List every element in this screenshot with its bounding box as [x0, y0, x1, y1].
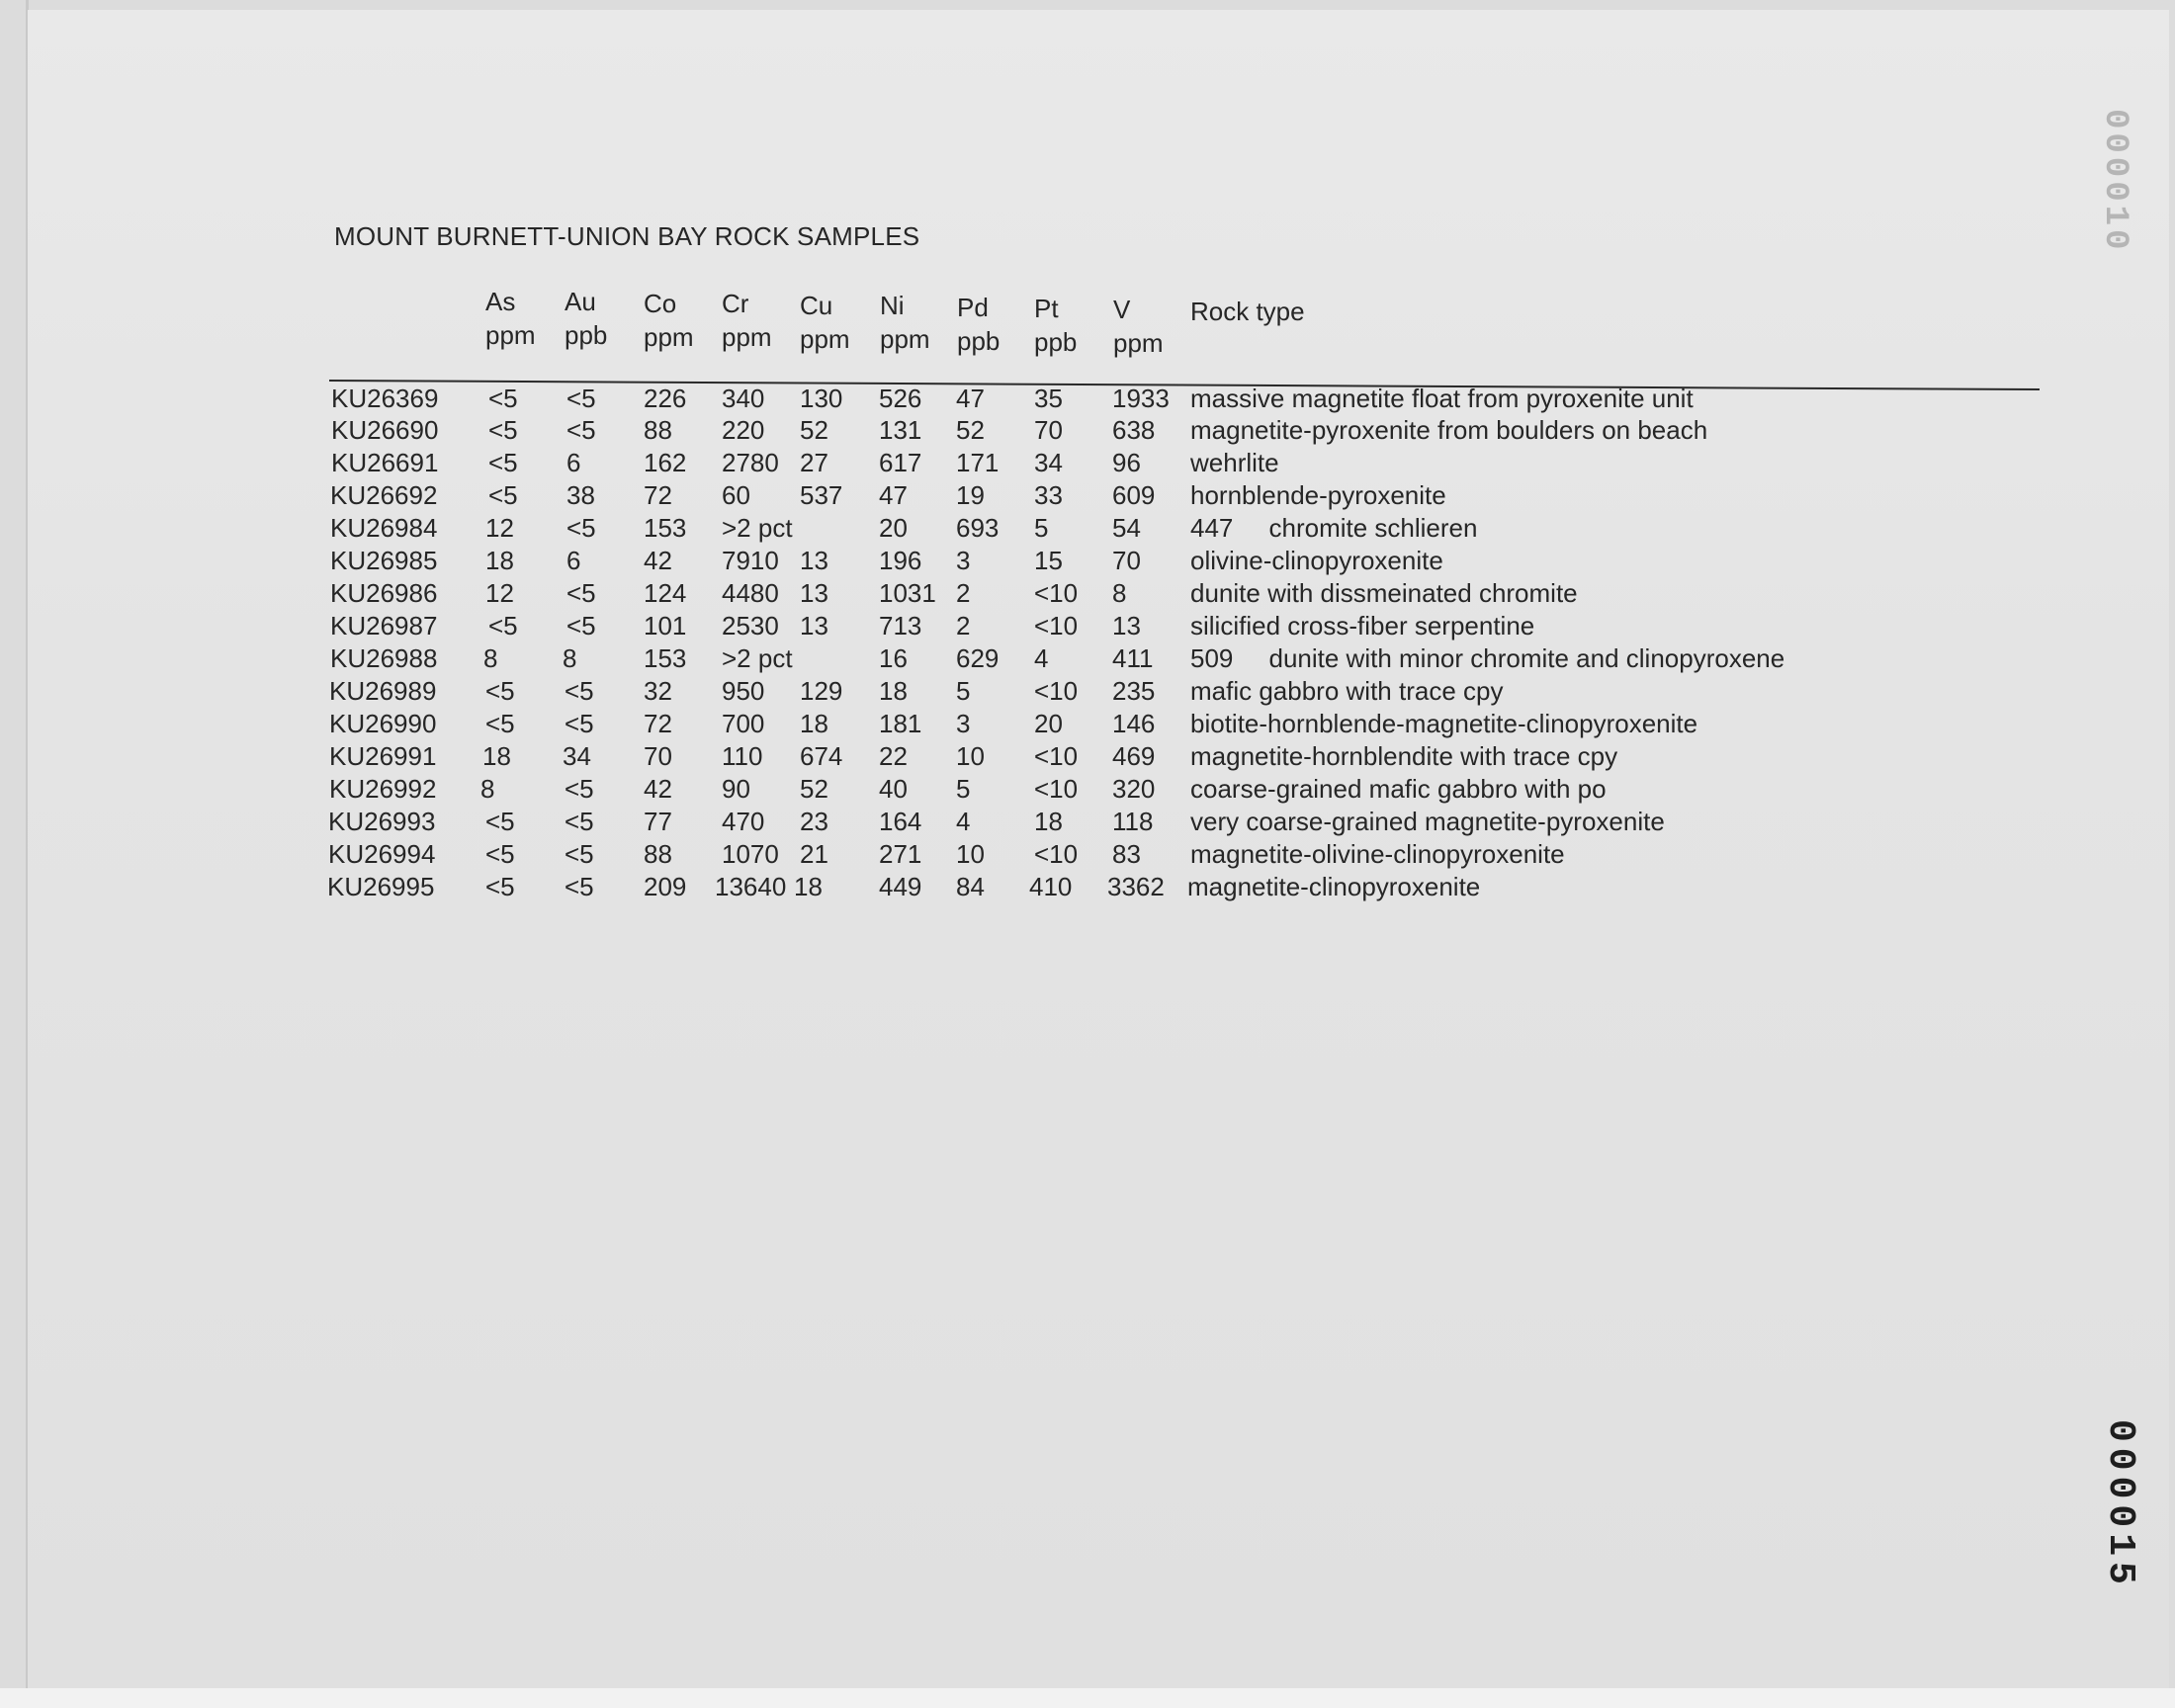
- v-value: 320: [1112, 774, 1156, 804]
- pt-value: 410: [1029, 872, 1073, 901]
- co-value: 32: [644, 676, 672, 706]
- co-value: 42: [644, 774, 672, 804]
- pt-value: <10: [1034, 774, 1079, 804]
- as-value: 8: [483, 643, 498, 673]
- cr-value: >2 pct: [722, 643, 793, 673]
- co-value: 72: [644, 480, 672, 510]
- sample-id: KU26691: [331, 448, 439, 477]
- column-header-unit: ppm: [880, 324, 930, 354]
- column-header-pt: [1034, 292, 1077, 359]
- cr-value: 340: [722, 384, 765, 413]
- rock-type: dunite with dissmeinated chromite: [1190, 578, 1578, 608]
- pt-value: 34: [1034, 448, 1063, 477]
- column-header-ni: [880, 289, 930, 356]
- scanned-page: [28, 10, 2169, 1690]
- table-row: [28, 480, 2169, 512]
- co-value: 124: [644, 578, 687, 608]
- table-row: [28, 513, 2169, 545]
- rock-type: massive magnetite float from pyroxenite unit: [1190, 384, 1694, 413]
- sample-id: KU26994: [328, 839, 436, 869]
- v-value: 13: [1112, 611, 1141, 640]
- v-value: 638: [1112, 415, 1156, 445]
- au-value: <5: [566, 384, 596, 413]
- as-value: <5: [485, 709, 515, 738]
- pd-value: 5: [956, 676, 971, 706]
- column-header-label: Cr: [722, 289, 749, 318]
- ni-value: 449: [879, 872, 922, 901]
- cr-value: 2780: [722, 448, 779, 477]
- as-value: 12: [485, 578, 514, 608]
- table-row: [28, 448, 2169, 479]
- sample-id: KU26692: [330, 480, 438, 510]
- cu-value: 674: [800, 741, 843, 771]
- pd-value: 2: [956, 578, 971, 608]
- column-header-unit: ppm: [722, 322, 772, 352]
- cu-value: 23: [800, 807, 828, 836]
- as-value: <5: [488, 384, 518, 413]
- rock-type: magnetite-olivine-clinopyroxenite: [1190, 839, 1565, 869]
- table-row: [28, 839, 2169, 871]
- sample-id: KU26991: [329, 741, 437, 771]
- ni-value: 18: [879, 676, 908, 706]
- pd-value: 3: [956, 546, 971, 575]
- pt-value: 70: [1034, 415, 1063, 445]
- as-value: 18: [482, 741, 511, 771]
- table-row: [28, 709, 2169, 740]
- au-value: <5: [565, 807, 594, 836]
- sample-id: KU26369: [331, 384, 439, 413]
- co-value: 209: [644, 872, 687, 901]
- co-value: 77: [644, 807, 672, 836]
- cr-value: 1070: [722, 839, 779, 869]
- column-header-label: Cu: [800, 291, 833, 320]
- page-number-stamp-faint: 000010: [2096, 109, 2133, 254]
- au-value: 8: [563, 643, 577, 673]
- as-value: <5: [488, 448, 518, 477]
- v-value: 609: [1112, 480, 1156, 510]
- column-header-cr: [722, 287, 772, 354]
- ni-value: 47: [879, 480, 908, 510]
- column-header-unit: ppb: [1034, 327, 1078, 357]
- rock-type: hornblende-pyroxenite: [1190, 480, 1446, 510]
- column-header-unit: ppm: [485, 320, 536, 350]
- rock-type: 509 dunite with minor chromite and clinopyroxene: [1190, 643, 1785, 673]
- rock-type: very coarse-grained magnetite-pyroxenite: [1190, 807, 1665, 836]
- co-value: 88: [644, 415, 672, 445]
- pt-value: <10: [1034, 741, 1079, 771]
- ni-value: 196: [879, 546, 922, 575]
- rock-type: olivine-clinopyroxenite: [1190, 546, 1443, 575]
- pd-value: 693: [956, 513, 1000, 543]
- as-value: <5: [485, 839, 515, 869]
- cu-value: 52: [800, 774, 828, 804]
- pt-value: 18: [1034, 807, 1063, 836]
- au-value: 38: [566, 480, 595, 510]
- ni-value: 713: [879, 611, 922, 640]
- table-row: [28, 741, 2169, 773]
- column-header-unit: ppm: [800, 324, 850, 354]
- rock-type: wehrlite: [1190, 448, 1279, 477]
- sample-id: KU26988: [330, 643, 438, 673]
- ni-value: 1031: [879, 578, 936, 608]
- co-value: 101: [644, 611, 687, 640]
- sample-id: KU26987: [330, 611, 438, 640]
- sample-id: KU26986: [330, 578, 438, 608]
- table-row: [28, 578, 2169, 610]
- table-row: [28, 546, 2169, 577]
- pt-value: 5: [1034, 513, 1049, 543]
- co-value: 70: [644, 741, 672, 771]
- au-value: <5: [566, 578, 596, 608]
- pd-value: 19: [956, 480, 985, 510]
- rock-type: biotite-hornblende-magnetite-clinopyroxenite: [1190, 709, 1698, 738]
- au-value: <5: [565, 839, 594, 869]
- co-value: 162: [644, 448, 687, 477]
- rock-type: magnetite-clinopyroxenite: [1187, 872, 1481, 901]
- v-value: 235: [1112, 676, 1156, 706]
- column-header-label: Co: [644, 289, 677, 318]
- co-value: 42: [644, 546, 672, 575]
- cu-value: 18: [800, 709, 828, 738]
- pd-value: 84: [956, 872, 985, 901]
- ni-value: 22: [879, 741, 908, 771]
- column-header-label: Pt: [1034, 294, 1059, 323]
- table-row: [28, 872, 2169, 903]
- page-title: MOUNT BURNETT-UNION BAY ROCK SAMPLES: [334, 221, 920, 251]
- rock-type: magnetite-pyroxenite from boulders on beach: [1190, 415, 1708, 445]
- sample-id: KU26984: [330, 513, 438, 543]
- column-header-v: [1113, 293, 1164, 360]
- pt-value: 33: [1034, 480, 1063, 510]
- v-value: 8: [1112, 578, 1127, 608]
- cr-value: 13640: [715, 872, 787, 901]
- pd-value: 4: [956, 807, 971, 836]
- rock-type: coarse-grained mafic gabbro with po: [1190, 774, 1607, 804]
- rock-type: mafic gabbro with trace cpy: [1190, 676, 1504, 706]
- scan-margin: [0, 1688, 2175, 1708]
- table-row: [28, 643, 2169, 675]
- pd-value: 10: [956, 839, 985, 869]
- v-value: 96: [1112, 448, 1141, 477]
- cu-value: 21: [800, 839, 828, 869]
- v-value: 3362: [1107, 872, 1165, 901]
- cr-value: 4480: [722, 578, 779, 608]
- au-value: <5: [566, 415, 596, 445]
- v-value: 411: [1112, 643, 1154, 673]
- column-header-label: Au: [565, 287, 596, 316]
- column-header-rock-type: [1190, 295, 1305, 328]
- pt-value: <10: [1034, 578, 1079, 608]
- column-header-co: [644, 287, 694, 354]
- co-value: 153: [644, 643, 687, 673]
- sample-id: KU26990: [329, 709, 437, 738]
- sample-id: KU26690: [331, 415, 439, 445]
- cr-value: 700: [722, 709, 765, 738]
- table-row: [28, 384, 2169, 415]
- sample-id: KU26995: [327, 872, 435, 901]
- ni-value: 131: [879, 415, 922, 445]
- as-value: <5: [488, 415, 518, 445]
- au-value: <5: [566, 513, 596, 543]
- au-value: <5: [565, 709, 594, 738]
- sample-id: KU26992: [329, 774, 437, 804]
- table-row: [28, 774, 2169, 806]
- v-value: 118: [1112, 807, 1154, 836]
- v-value: 83: [1112, 839, 1141, 869]
- v-value: 146: [1112, 709, 1156, 738]
- cu-value: 13: [800, 578, 828, 608]
- cr-value: >2 pct: [722, 513, 793, 543]
- pd-value: 5: [956, 774, 971, 804]
- cu-value: 52: [800, 415, 828, 445]
- page-number-stamp: 000015: [2099, 1419, 2141, 1590]
- pd-value: 171: [956, 448, 1000, 477]
- table-row: [28, 807, 2169, 838]
- cu-value: 18: [794, 872, 823, 901]
- table-row: [28, 611, 2169, 642]
- table-row: [28, 415, 2169, 447]
- pt-value: 35: [1034, 384, 1063, 413]
- column-header-pd: [957, 291, 1000, 358]
- cu-value: 537: [800, 480, 843, 510]
- cu-value: 27: [800, 448, 828, 477]
- column-header-unit: ppb: [565, 320, 608, 350]
- co-value: 88: [644, 839, 672, 869]
- cr-value: 60: [722, 480, 750, 510]
- pt-value: <10: [1034, 611, 1079, 640]
- ni-value: 16: [879, 643, 908, 673]
- pd-value: 3: [956, 709, 971, 738]
- column-header-label: V: [1113, 295, 1131, 324]
- au-value: 6: [566, 546, 581, 575]
- as-value: 18: [485, 546, 514, 575]
- column-header-as: [485, 285, 536, 352]
- co-value: 226: [644, 384, 687, 413]
- pt-value: 20: [1034, 709, 1063, 738]
- au-value: <5: [565, 774, 594, 804]
- as-value: 12: [485, 513, 514, 543]
- ni-value: 181: [879, 709, 922, 738]
- cr-value: 2530: [722, 611, 779, 640]
- au-value: 6: [566, 448, 581, 477]
- pd-value: 47: [956, 384, 985, 413]
- column-header-label: As: [485, 287, 516, 316]
- ni-value: 271: [879, 839, 922, 869]
- co-value: 72: [644, 709, 672, 738]
- pt-value: 4: [1034, 643, 1049, 673]
- column-header-unit: ppm: [1113, 328, 1164, 358]
- sample-id: KU26989: [329, 676, 437, 706]
- v-value: 70: [1112, 546, 1141, 575]
- ni-value: 617: [879, 448, 922, 477]
- co-value: 153: [644, 513, 687, 543]
- cu-value: 129: [800, 676, 843, 706]
- column-header-au: [565, 285, 607, 352]
- au-value: <5: [565, 872, 594, 901]
- rock-type: silicified cross-fiber serpentine: [1190, 611, 1535, 640]
- cr-value: 950: [722, 676, 765, 706]
- ni-value: 20: [879, 513, 908, 543]
- as-value: <5: [485, 872, 515, 901]
- table-row: [28, 676, 2169, 708]
- cr-value: 110: [722, 741, 763, 771]
- cr-value: 7910: [722, 546, 779, 575]
- ni-value: 40: [879, 774, 908, 804]
- sample-id: KU26985: [330, 546, 438, 575]
- v-value: 469: [1112, 741, 1156, 771]
- ni-value: 164: [879, 807, 922, 836]
- au-value: <5: [566, 611, 596, 640]
- v-value: 54: [1112, 513, 1141, 543]
- pd-value: 629: [956, 643, 1000, 673]
- column-header-cu: [800, 289, 850, 356]
- column-header-unit: ppm: [644, 322, 694, 352]
- sample-id: KU26993: [328, 807, 436, 836]
- cr-value: 90: [722, 774, 750, 804]
- cr-value: 220: [722, 415, 765, 445]
- v-value: 1933: [1112, 384, 1170, 413]
- rock-type: magnetite-hornblendite with trace cpy: [1190, 741, 1618, 771]
- column-header-label: Ni: [880, 291, 905, 320]
- cu-value: 130: [800, 384, 843, 413]
- ni-value: 526: [879, 384, 922, 413]
- as-value: <5: [488, 611, 518, 640]
- au-value: 34: [563, 741, 591, 771]
- pt-value: <10: [1034, 676, 1079, 706]
- au-value: <5: [565, 676, 594, 706]
- cu-value: 13: [800, 611, 828, 640]
- column-header-label: Rock type: [1190, 297, 1305, 326]
- as-value: <5: [485, 676, 515, 706]
- cr-value: 470: [722, 807, 765, 836]
- pd-value: 2: [956, 611, 971, 640]
- pt-value: <10: [1034, 839, 1079, 869]
- cu-value: 13: [800, 546, 828, 575]
- as-value: <5: [488, 480, 518, 510]
- column-header-label: Pd: [957, 293, 989, 322]
- rock-type: 447 chromite schlieren: [1190, 513, 1478, 543]
- as-value: <5: [485, 807, 515, 836]
- column-header-unit: ppb: [957, 326, 1000, 356]
- pt-value: 15: [1034, 546, 1063, 575]
- pd-value: 10: [956, 741, 985, 771]
- as-value: 8: [480, 774, 495, 804]
- pd-value: 52: [956, 415, 985, 445]
